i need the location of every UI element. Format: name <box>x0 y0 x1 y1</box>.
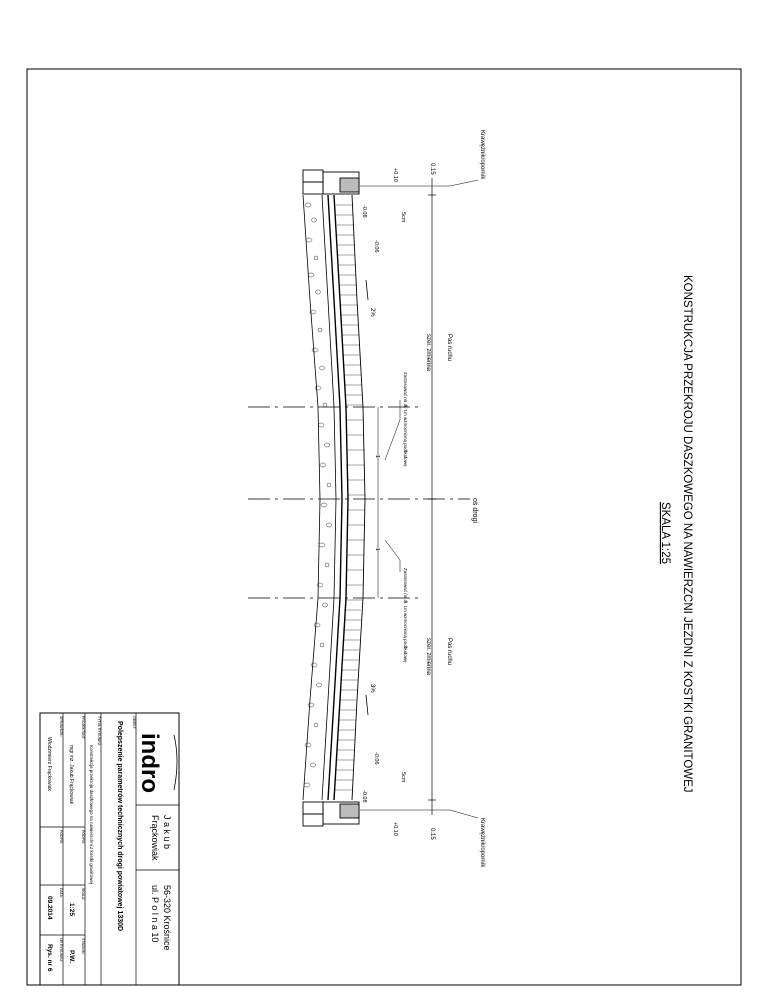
depth-top: -0.08 <box>361 205 367 218</box>
foundation-note-top: Zastosować na dł. 1m wzmocnioną podbudowę <box>403 372 408 467</box>
curb-label-top: Krawężnik/oporník <box>479 130 485 180</box>
designer-name: mgr inż. Jakub Frąckowiak <box>68 745 74 805</box>
step-top: 5cm <box>400 212 406 223</box>
cross-section-drawing <box>248 130 693 868</box>
sign-caption-2: PODPIS: <box>59 830 63 845</box>
title-block <box>40 713 179 985</box>
layer-subbase-bottom <box>303 195 320 800</box>
drawing-title: KONSTRUKCJA PRZEKROJU DASZKOWEGO NA NAWIERZCNI JEZDNI Z KOSTKI GRANITOWEJ <box>681 275 693 793</box>
foundation-leader-bottom <box>385 540 400 572</box>
company-logo: indro <box>136 733 163 793</box>
elev-curb-top: +0.10 <box>392 168 398 182</box>
company-first-name: J a k u b <box>162 815 172 850</box>
foundation-leader-top <box>385 400 400 460</box>
slope-bottom: 3% <box>369 684 375 693</box>
dim-curb-width-bottom: 0.15 <box>429 828 435 840</box>
sheet-value: Rys. nr 6 <box>46 944 53 972</box>
curb-leader-bottom <box>360 810 478 818</box>
lane-label-bottom: Pas ruchu <box>446 638 452 666</box>
foundation-note-bottom: Zastosować na dł. 1m wzmocnioną podbudowę <box>403 568 408 663</box>
drawing-caption: TYTUŁ RYSUNKU: <box>97 716 101 747</box>
slope-arrow-top <box>366 280 368 300</box>
step-bottom: 5cm <box>400 772 406 783</box>
sign-caption: PODPIS: <box>81 830 85 845</box>
slope-arrow-bottom <box>366 695 368 715</box>
logo-arc <box>174 735 177 790</box>
foundation-one-top: 1 <box>374 455 380 459</box>
curb-leader-top <box>360 180 478 186</box>
scale-caption: SKALA: <box>81 888 85 901</box>
date-value: 09.2014 <box>46 896 53 920</box>
scale-value: 1:25 <box>68 903 75 917</box>
depth-bottom: -0.06 <box>373 752 379 765</box>
drawing-scale: SKALA 1:25 <box>659 502 671 565</box>
lane-width-bottom: szer. zmienna <box>425 638 431 676</box>
depth-bottom-2: -0.08 <box>361 790 367 803</box>
company-address-1: 56-320 Krośnice <box>162 885 172 951</box>
slope-top: 2% <box>369 308 375 317</box>
object-name: Polepszenie parametrów technicznych drogi powiatowej 1330D <box>116 721 123 932</box>
date-caption: DATA: <box>59 888 63 898</box>
designer-caption: PROJEKTANT: <box>81 716 85 740</box>
checker-name: Włodzimierz Frąckowiak <box>46 737 52 791</box>
road-axis-label: oś drogi <box>471 498 478 523</box>
curb-top <box>303 170 359 194</box>
sheet-caption: NR RYSUNKU: <box>59 938 63 963</box>
sheet-border <box>27 69 741 985</box>
curb-label-bottom: Krawężnik/oporník <box>479 818 485 868</box>
dim-curb-width-top: 0.15 <box>429 163 435 175</box>
elev-curb-bottom: +0.10 <box>392 822 398 836</box>
lane-label-top: Pas ruchu <box>446 334 452 362</box>
checker-caption: SPRAWDZIŁ: <box>59 716 63 738</box>
foundation-one-bottom: 1 <box>374 548 380 552</box>
curb-bottom <box>303 802 359 826</box>
object-caption: OBIEKT: <box>132 716 136 730</box>
lane-width-top: szer. zmienna <box>425 334 431 372</box>
stage-value: P.W. <box>68 950 75 963</box>
stage-caption: STADIUM: <box>81 938 85 955</box>
layer-setts-top <box>352 195 365 800</box>
depth-top-2: -0.06 <box>373 240 379 253</box>
company-last-name: Frąckowiak <box>150 815 160 861</box>
drawing-name: Konstrukcja przekroju daszkowego na nawierzchni z kostki granitowej <box>89 745 94 884</box>
company-address-2: ul. P o l n a 10 <box>150 885 160 943</box>
